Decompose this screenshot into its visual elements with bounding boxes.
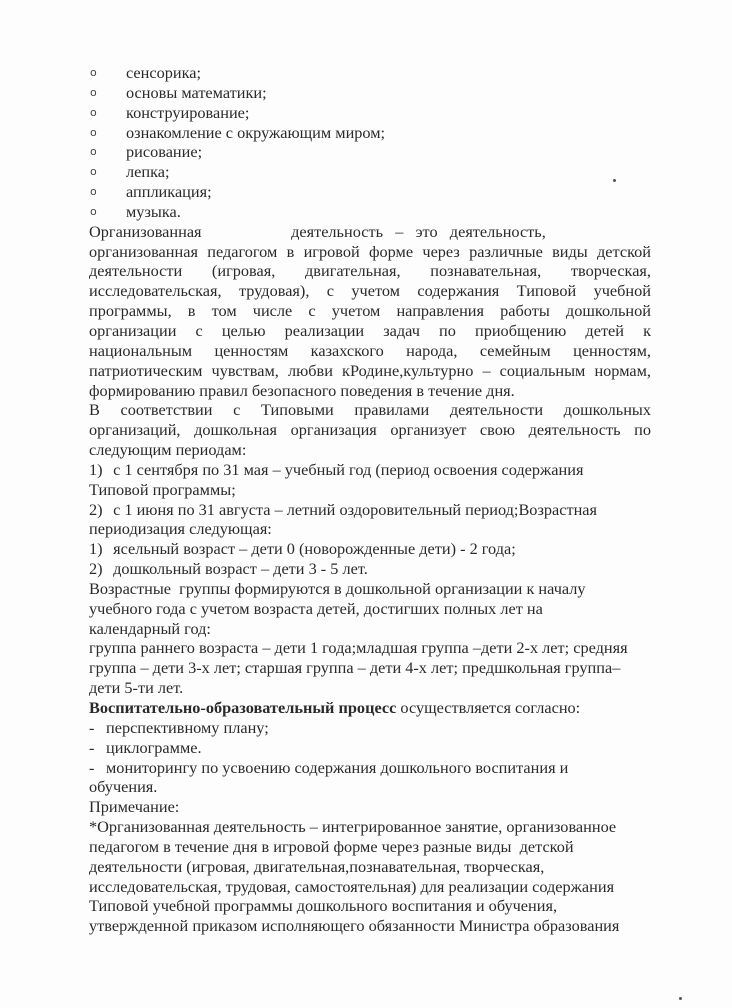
dash-item-text: циклограмме.: [106, 737, 202, 757]
note-line: Типовой учебной программы дошкольного воспитания и обучения,: [89, 896, 558, 916]
paragraph-line: программы, в том числе с учетом направления работы дошкольной: [89, 301, 651, 321]
process-section: [89, 698, 651, 797]
process-heading-bold: Воспитательно-образовательный процесс: [89, 698, 397, 717]
paragraph-line: учебного года с учетом возраста детей, достигших полных лет на: [89, 598, 543, 618]
item-number: 2): [89, 499, 103, 519]
note-line: утвержденной приказом исполняющего обязанности Министра образования: [89, 916, 620, 936]
item-text: с 1 июня по 31 августа – летний оздоровительный период;Возрастная: [113, 499, 598, 519]
item-text: дошкольный возраст – дети 3 - 5 лет.: [113, 559, 368, 579]
paragraph-line: организованная педагогом в игровой форме через различные виды детской: [89, 241, 651, 261]
paragraph-line: исследовательская, трудовая), с учетом содержания Типовой учебной: [89, 281, 651, 301]
paragraph-line: деятельности (игровая, двигательная, познавательная, творческая,: [89, 261, 651, 281]
item-text: ясельный возраст – дети 0 (новорожденные дети) - 2 года;: [113, 539, 516, 559]
circle-bullet-icon: o: [90, 165, 97, 179]
dash-item-text: мониторингу по усвоению содержания дошкольного воспитания и: [106, 757, 569, 777]
dash-item: - перспективному плану;: [89, 717, 269, 737]
paragraph-line: формированию правил безопасного поведения в течение дня.: [89, 380, 515, 400]
paragraph-line: следующим периодам:: [89, 440, 247, 460]
list-item-text: музыка.: [126, 201, 181, 221]
paragraph-line: группа – дети 3-х лет; старшая группа – дети 4-х лет; предшкольная группа–: [89, 658, 621, 678]
dash-item: - мониторингу по усвоению содержания дошкольного воспитания и: [89, 757, 569, 777]
list-item-text: лепка;: [126, 162, 170, 182]
paragraph-line: Организованная деятельность – это деятельность,: [89, 221, 546, 241]
dash-item: - циклограмме.: [89, 737, 202, 757]
list-item: [89, 123, 651, 143]
circle-bullet-icon: o: [90, 66, 97, 79]
numbered-item: [89, 539, 651, 559]
note-line: деятельности (игровая, двигательная,познавательная, творческая,: [89, 856, 545, 876]
list-item: [89, 83, 651, 103]
bullet-list: [89, 63, 651, 222]
list-item-text: рисование;: [126, 142, 203, 162]
process-heading: [89, 698, 651, 718]
item-text: с 1 сентября по 31 мая – учебный год (период освоения содержания: [113, 459, 584, 479]
paragraph-line: Возрастные группы формируются в дошкольной организации к началу: [89, 578, 586, 598]
note-section: [89, 797, 651, 936]
age-groups-paragraph: [89, 579, 651, 698]
circle-bullet-icon: o: [90, 125, 97, 139]
list-item-text: сенсорика;: [126, 63, 201, 82]
list-item: [89, 182, 651, 202]
list-item-text: конструирование;: [126, 102, 250, 122]
paragraph-line: дети 5-ти лет.: [89, 678, 184, 698]
list-item: [89, 63, 651, 83]
paragraph-line: национальным ценностям казахского народа, семейным ценностям,: [89, 340, 651, 360]
scan-speck: [613, 179, 616, 182]
circle-bullet-icon: o: [90, 145, 97, 159]
list-item-text: аппликация;: [126, 182, 212, 202]
circle-bullet-icon: o: [90, 204, 97, 218]
note-line: исследовательская, трудовая, самостоятельная) для реализации содержания: [89, 876, 615, 896]
paragraph-line: группа раннего возраста – дети 1 года;младшая группа –дети 2-х лет; средняя: [89, 638, 628, 658]
paragraph-line: организации с целью реализации задач по приобщению детей к: [89, 320, 651, 340]
age-periods-list: [89, 539, 651, 579]
item-number: 1): [89, 459, 103, 479]
item-number: 2): [89, 559, 103, 579]
numbered-item: [89, 460, 651, 480]
list-item-text: основы математики;: [126, 82, 267, 102]
paragraph-line: календарный год:: [89, 618, 211, 638]
process-heading-rest: осуществляется согласно:: [396, 698, 581, 717]
note-label: Примечание:: [89, 797, 180, 817]
item-text-continuation: периодизация следующая:: [89, 519, 272, 539]
note-line: *Организованная деятельность – интегрированное занятие, организованное: [89, 817, 617, 837]
dash-item-text: перспективному плану;: [106, 717, 269, 737]
note-line: педагогом в течение дня в игровой форме через разные виды детской: [89, 836, 574, 856]
circle-bullet-icon: o: [90, 105, 97, 119]
item-text-continuation: Типовой программы;: [89, 479, 236, 499]
list-item: [89, 103, 651, 123]
list-item: [89, 202, 651, 222]
document-page: [89, 63, 651, 936]
item-number: 1): [89, 539, 103, 559]
circle-bullet-icon: o: [90, 85, 97, 99]
scan-speck: [679, 997, 682, 1000]
paragraph-line: патриотическим чувствам, любви кРодине,культурно – социальным нормам,: [89, 360, 651, 380]
dash-item-continuation: обучения.: [89, 777, 158, 797]
definition-paragraph: [89, 222, 651, 401]
list-item-text: ознакомление с окружающим миром;: [126, 122, 386, 142]
numbered-item: [89, 500, 651, 520]
paragraph-line: организаций, дошкольная организация организует свою деятельность по: [89, 420, 651, 440]
list-item: [89, 162, 651, 182]
periods-paragraph: [89, 400, 651, 539]
numbered-item: [89, 559, 651, 579]
paragraph-line: В соответствии с Типовыми правилами деятельности дошкольных: [89, 400, 651, 420]
circle-bullet-icon: o: [90, 185, 97, 199]
list-item: [89, 142, 651, 162]
